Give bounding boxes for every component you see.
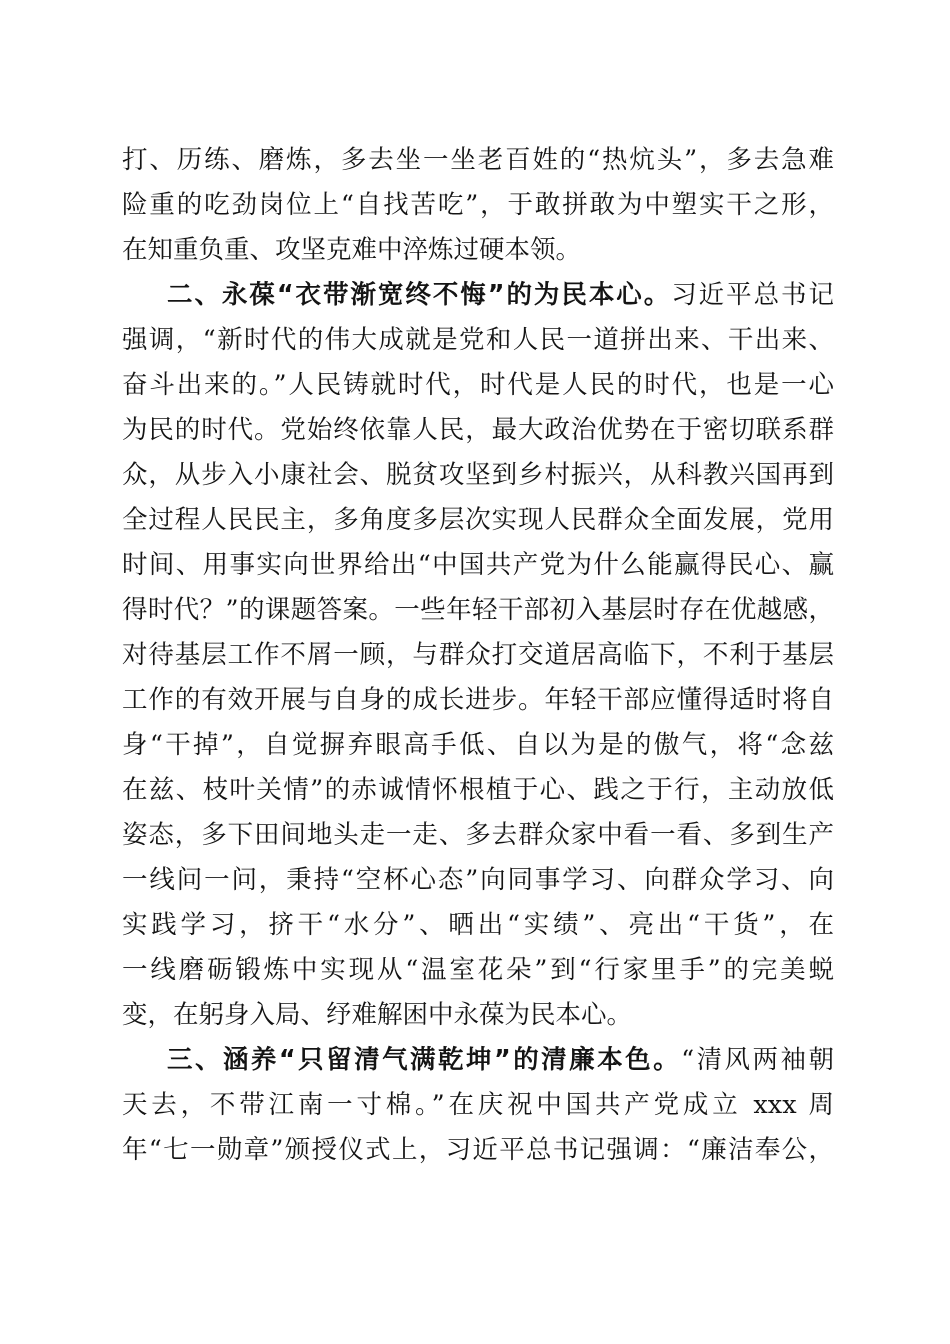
paragraph-2-line-2: 强调，“新时代的伟大成就是党和人民一道拼出来、干出来、 [122, 325, 834, 355]
paragraph-3-line-1-text: “清风两袖朝 [681, 1045, 834, 1075]
paragraph-2-line-11: 身“干掉”，自觉摒弃眼高手低、自以为是的傲气，将“念兹 [122, 730, 834, 760]
paragraph-2-line-6: 全过程人民民主，多角度多层次实现人民群众全面发展，党用 [122, 505, 834, 535]
paragraph-2-line-3: 奋斗出来的。”人民铸就时代，时代是人民的时代，也是一心 [122, 370, 834, 400]
paragraph-2-line-9: 对待基层工作不屑一顾，与群众打交道居高临下，不利于基层 [122, 640, 834, 670]
paragraph-2-line-16: 一线磨砺锻炼中实现从“温室花朵”到“行家里手”的完美蜕 [122, 955, 834, 985]
paragraph-2-line-10: 工作的有效开展与自身的成长进步。年轻干部应懂得适时将自 [122, 685, 834, 715]
paragraph-3-line-3: 年“七一勋章”颁授仪式上，习近平总书记强调：“廉洁奉公， [122, 1135, 834, 1165]
paragraph-2-line-5: 众，从步入小康社会、脱贫攻坚到乡村振兴，从科教兴国再到 [122, 460, 834, 490]
paragraph-2-line-7: 时间、用事实向世界给出“中国共产党为什么能赢得民心、赢 [122, 550, 834, 580]
paragraph-1-line-1: 打、历练、磨炼，多去坐一坐老百姓的“热炕头”，多去急难 [122, 145, 834, 175]
paragraph-2-line-12: 在兹、枝叶关情”的赤诚情怀根植于心、践之于行，主动放低 [122, 775, 834, 805]
paragraph-1-line-3: 在知重负重、攻坚克难中淬炼过硬本领。 [122, 235, 582, 265]
paragraph-1-line-2: 险重的吃劲岗位上“自找苦吃”，于敢拼敢为中塑实干之形， [122, 190, 834, 220]
paragraph-2-line-1-text: 习近平总书记 [671, 280, 834, 310]
paragraph-2-line-1 [167, 273, 834, 317]
paragraph-2-line-17: 变，在躬身入局、纾难解困中永葆为民本心。 [122, 1000, 633, 1030]
paragraph-3-line-2: 天去，不带江南一寸棉。”在庆祝中国共产党成立 xxx 周 [122, 1090, 834, 1120]
paragraph-3-line-1 [167, 1038, 834, 1082]
section-heading-2: 二、永葆“衣带渐宽终不悔”的为民本心。 [167, 280, 672, 310]
paragraph-2-line-13: 姿态，多下田间地头走一走、多去群众家中看一看、多到生产 [122, 820, 834, 850]
paragraph-2-line-4: 为民的时代。党始终依靠人民，最大政治优势在于密切联系群 [122, 415, 834, 445]
section-heading-3: 三、涵养“只留清气满乾坤”的清廉本色。 [167, 1045, 682, 1075]
paragraph-2-line-14: 一线问一问，秉持“空杯心态”向同事学习、向群众学习、向 [122, 865, 834, 895]
paragraph-2-line-8: 得时代？”的课题答案。一些年轻干部初入基层时存在优越感， [122, 595, 834, 625]
paragraph-2-line-15: 实践学习，挤干“水分”、晒出“实绩”、亮出“干货”，在 [122, 910, 834, 940]
